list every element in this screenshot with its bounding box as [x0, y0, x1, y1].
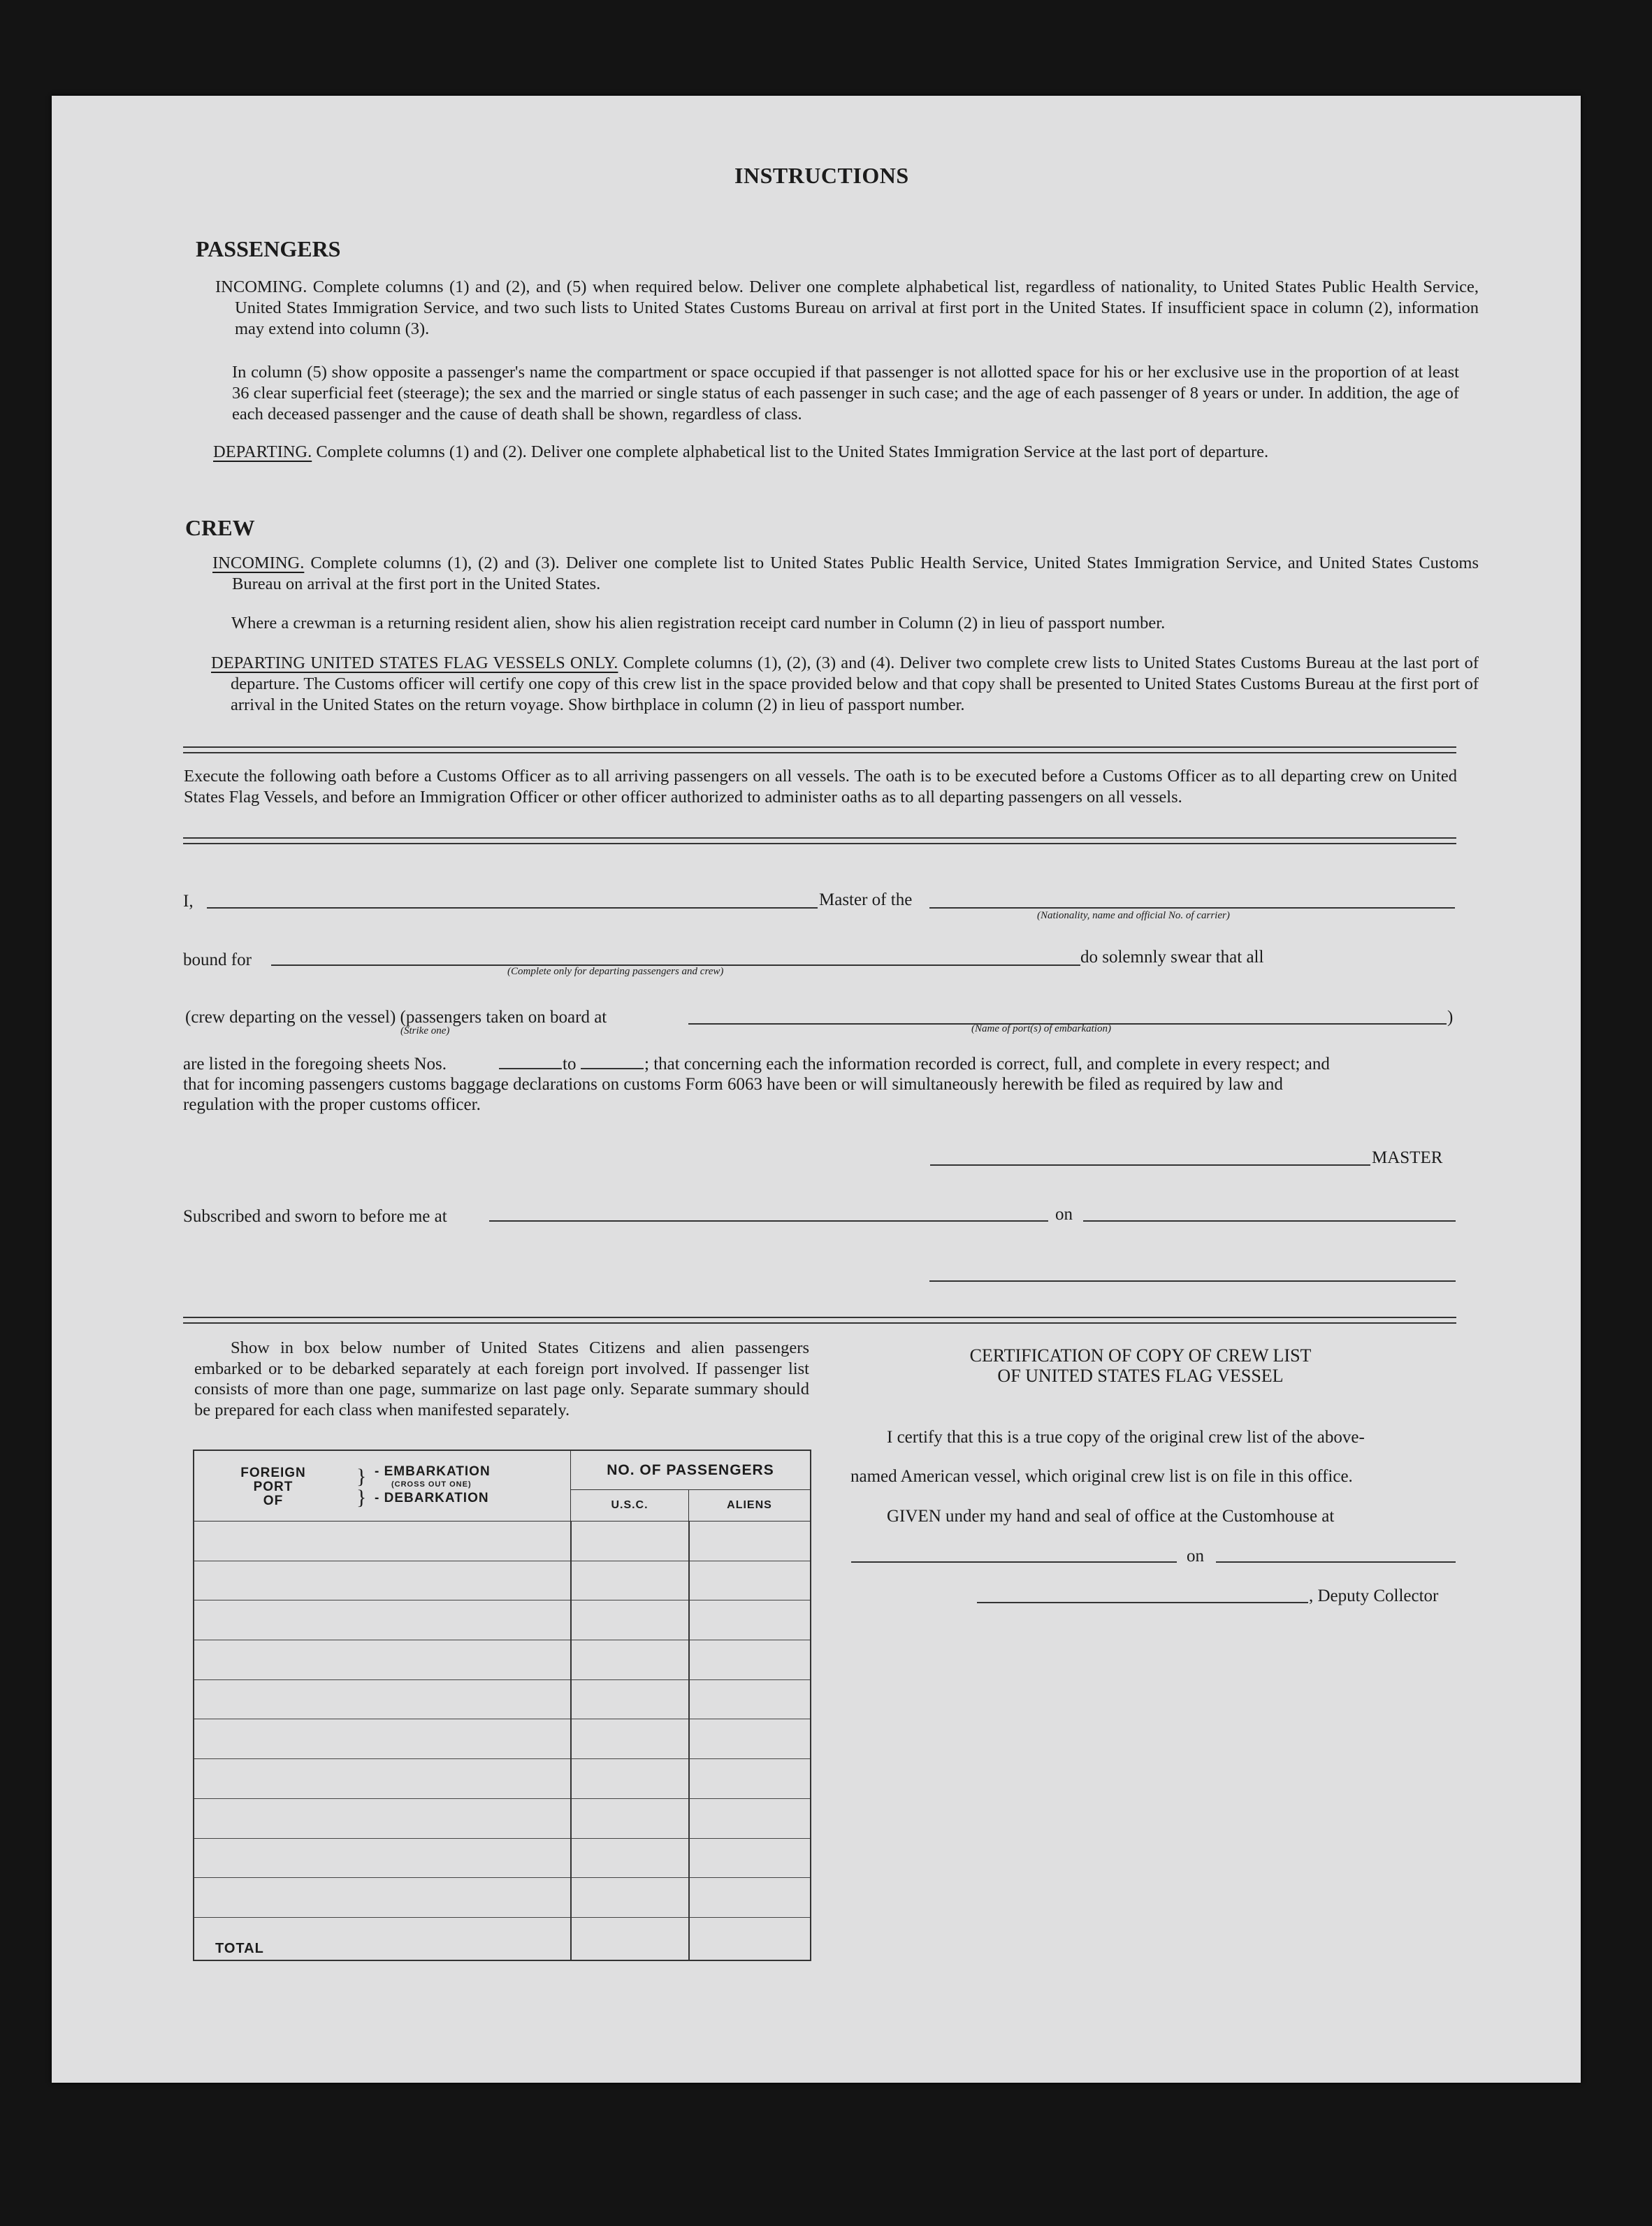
crew-incoming-paragraph: [212, 553, 1479, 595]
crew-heading: CREW: [185, 515, 255, 540]
cert-on-label: on: [1187, 1547, 1204, 1566]
usc-total-cell[interactable]: [571, 1917, 689, 1960]
divider: [183, 837, 1456, 844]
sheet-from-line[interactable]: [499, 1068, 562, 1069]
usc-cell[interactable]: [571, 1640, 689, 1680]
crew-incoming-label: INCOMING.: [212, 554, 305, 572]
sheet-to-line[interactable]: [581, 1068, 644, 1069]
strike-one-caption: (Strike one): [400, 1025, 450, 1036]
certification-title: [861, 1345, 1420, 1386]
given-text: GIVEN under my hand and seal of office at the Customhouse at: [887, 1507, 1335, 1526]
usc-cell[interactable]: [571, 1838, 689, 1878]
port-cell[interactable]: [194, 1838, 571, 1878]
port-cell[interactable]: [194, 1640, 571, 1680]
table-row: [194, 1759, 811, 1799]
crew-departing-label: DEPARTING UNITED STATES FLAG VESSELS ONLY.: [211, 653, 618, 672]
crew-departing-text: Complete columns (1), (2), (3) and (4). Deliver two complete crew lists to United States Customs Bureau at the last port of departure. The Customs officer will certify one copy of this crew list in the space provided below and that copy shall be presented to United States Customs Bureau at the first port of arrival in the United States on the return voyage. Show birthplace in column (2) in lieu of passport number.: [231, 653, 1479, 714]
port-cell[interactable]: [194, 1759, 571, 1799]
usc-cell[interactable]: [571, 1679, 689, 1719]
usc-cell[interactable]: [571, 1600, 689, 1640]
subscribed-text: Subscribed and sworn to before me at: [183, 1207, 447, 1226]
usc-cell[interactable]: [571, 1561, 689, 1600]
customhouse-line[interactable]: [851, 1561, 1177, 1563]
passengers-incoming-text: Complete columns (1) and (2), and (5) when required below. Deliver one complete alphabetical list, regardless of nationality, to United States Public Health Service, United States Immigration Service, and two such lists to United States Customs Bureau on arrival at first port in the United States. If insufficient space in column (2), information may extend into column (3).: [235, 277, 1479, 338]
bound-for-caption: (Complete only for departing passengers and crew): [507, 966, 724, 977]
master-label: MASTER: [1372, 1148, 1443, 1167]
officer-signature-line[interactable]: [929, 1280, 1456, 1282]
divider: [183, 1317, 1456, 1324]
passengers-departing-paragraph: [213, 442, 1479, 463]
oath-intro-paragraph: Execute the following oath before a Customs Officer as to all arriving passengers on all vessels. The oath is to be executed before a Customs Officer as to all departing crew on United States Flag Vessels, and before an Immigration Officer or other officer authorized to administer oaths as to all departing passengers on all vessels.: [184, 767, 1457, 807]
port-cell[interactable]: [194, 1719, 571, 1759]
foreign-port-header: [194, 1450, 571, 1522]
master-name-line[interactable]: [207, 907, 818, 909]
table-row: [194, 1561, 811, 1600]
header-foreign: FOREIGN: [240, 1466, 306, 1480]
listed-line3: regulation with the proper customs officer.: [183, 1095, 481, 1114]
aliens-cell[interactable]: [689, 1679, 811, 1719]
passengers-column5-paragraph: In column (5) show opposite a passenger's name the compartment or space occupied if that passenger is not allotted space for his or her exclusive use in the proportion of at least 36 clear superficial feet (steerage); the sex and the married or single status of each passenger in such case; and the age of each passenger of 8 years or under. In addition, the age of each deceased passenger and the cause of death shall be shown, regardless of class.: [232, 363, 1459, 424]
master-of-the-label: Master of the: [819, 890, 913, 909]
certification-title-line2: OF UNITED STATES FLAG VESSEL: [997, 1366, 1284, 1386]
table-row: [194, 1522, 811, 1561]
port-cell[interactable]: [194, 1522, 571, 1561]
passenger-summary-table: [193, 1450, 811, 1961]
nationality-caption: (Nationality, name and official No. of carrier): [1037, 910, 1230, 921]
deputy-signature-line[interactable]: [977, 1602, 1308, 1603]
port-cell[interactable]: [194, 1600, 571, 1640]
port-cell[interactable]: [194, 1798, 571, 1838]
cross-out-note: (CROSS OUT ONE): [391, 1480, 472, 1489]
oath-i-label: I,: [183, 892, 194, 911]
aliens-cell[interactable]: [689, 1878, 811, 1918]
crew-resident-paragraph: Where a crewman is a returning resident alien, show his alien registration receipt card number in Column (2) in lieu of passport number.: [231, 614, 1166, 633]
listed-text: are listed in the foregoing sheets Nos.: [183, 1055, 447, 1074]
certification-title-line1: CERTIFICATION OF COPY OF CREW LIST: [969, 1345, 1312, 1366]
table-row: [194, 1640, 811, 1680]
cert-date-line[interactable]: [1216, 1561, 1456, 1563]
sworn-at-line[interactable]: [489, 1220, 1048, 1222]
port-cell[interactable]: [194, 1561, 571, 1600]
debarkation-option[interactable]: - DEBARKATION: [375, 1491, 489, 1505]
port-cell[interactable]: [194, 1679, 571, 1719]
aliens-cell[interactable]: [689, 1600, 811, 1640]
listed-line2: that for incoming passengers customs baggage declarations on customs Form 6063 have been or will simultaneously herewith be filed as required by law and: [183, 1075, 1283, 1094]
page-title: INSTRUCTIONS: [734, 163, 909, 188]
to-label: to: [563, 1055, 577, 1074]
passengers-heading: PASSENGERS: [196, 236, 341, 261]
usc-cell[interactable]: [571, 1522, 689, 1561]
total-label: TOTAL: [194, 1917, 571, 1960]
aliens-header: ALIENS: [689, 1490, 811, 1522]
usc-cell[interactable]: [571, 1759, 689, 1799]
port-cell[interactable]: [194, 1878, 571, 1918]
bound-for-label: bound for: [183, 951, 252, 969]
carrier-line[interactable]: [929, 907, 1455, 909]
aliens-cell[interactable]: [689, 1798, 811, 1838]
aliens-cell[interactable]: [689, 1522, 811, 1561]
aliens-cell[interactable]: [689, 1759, 811, 1799]
deputy-collector-label: , Deputy Collector: [1309, 1587, 1439, 1605]
listed-rest: ; that concerning each the information recorded is correct, full, and complete in every respect; and: [644, 1055, 1330, 1074]
header-port: PORT: [253, 1480, 294, 1494]
divider: [183, 746, 1456, 753]
close-paren: ): [1447, 1008, 1454, 1027]
embarkation-option[interactable]: - EMBARKATION: [375, 1464, 491, 1479]
aliens-cell[interactable]: [689, 1719, 811, 1759]
usc-cell[interactable]: [571, 1878, 689, 1918]
crew-departing-text: (crew departing on the vessel) (passengers taken on board at: [185, 1008, 607, 1027]
table-row: [194, 1878, 811, 1918]
aliens-cell[interactable]: [689, 1561, 811, 1600]
passengers-departing-text: Complete columns (1) and (2). Deliver one complete alphabetical list to the United States Immigration Service at the last port of departure.: [316, 442, 1269, 461]
brace-icon: } }: [356, 1465, 367, 1509]
no-passengers-header: NO. OF PASSENGERS: [571, 1450, 811, 1490]
table-row: [194, 1798, 811, 1838]
swear-text: do solemnly swear that all: [1080, 948, 1264, 967]
ports-caption: (Name of port(s) of embarkation): [971, 1023, 1111, 1034]
master-signature-line[interactable]: [930, 1164, 1370, 1166]
usc-cell[interactable]: [571, 1798, 689, 1838]
sworn-date-line[interactable]: [1083, 1220, 1456, 1222]
usc-cell[interactable]: [571, 1719, 689, 1759]
crew-departing-paragraph: [211, 653, 1479, 716]
aliens-total-cell[interactable]: [689, 1917, 811, 1960]
on-label: on: [1055, 1205, 1073, 1224]
aliens-cell[interactable]: [689, 1838, 811, 1878]
aliens-cell[interactable]: [689, 1640, 811, 1680]
table-row: [194, 1719, 811, 1759]
passengers-incoming-label: INCOMING.: [215, 277, 307, 296]
total-row: [194, 1917, 811, 1960]
crew-incoming-text: Complete columns (1), (2) and (3). Deliver one complete list to United States Public Health Service, United States Immigration Service, and United States Customs Bureau on arrival at the first port in the United States.: [232, 554, 1479, 593]
summary-instructions: Show in box below number of United States Citizens and alien passengers embarked or to be debarked separately at each foreign port involved. If passenger list consists of more than one page, summarize on last page only. Separate summary should be prepared for each class when manifested separately.: [194, 1338, 809, 1419]
passengers-departing-label: DEPARTING.: [213, 442, 312, 461]
certify-line1: I certify that this is a true copy of the original crew list of the above-: [887, 1428, 1365, 1447]
usc-header: U.S.C.: [571, 1490, 689, 1522]
table-row: [194, 1600, 811, 1640]
passengers-incoming-paragraph: [215, 277, 1479, 340]
table-row: [194, 1679, 811, 1719]
certify-line2: named American vessel, which original crew list is on file in this office.: [850, 1467, 1353, 1486]
header-of: OF: [263, 1494, 284, 1508]
table-row: [194, 1838, 811, 1878]
